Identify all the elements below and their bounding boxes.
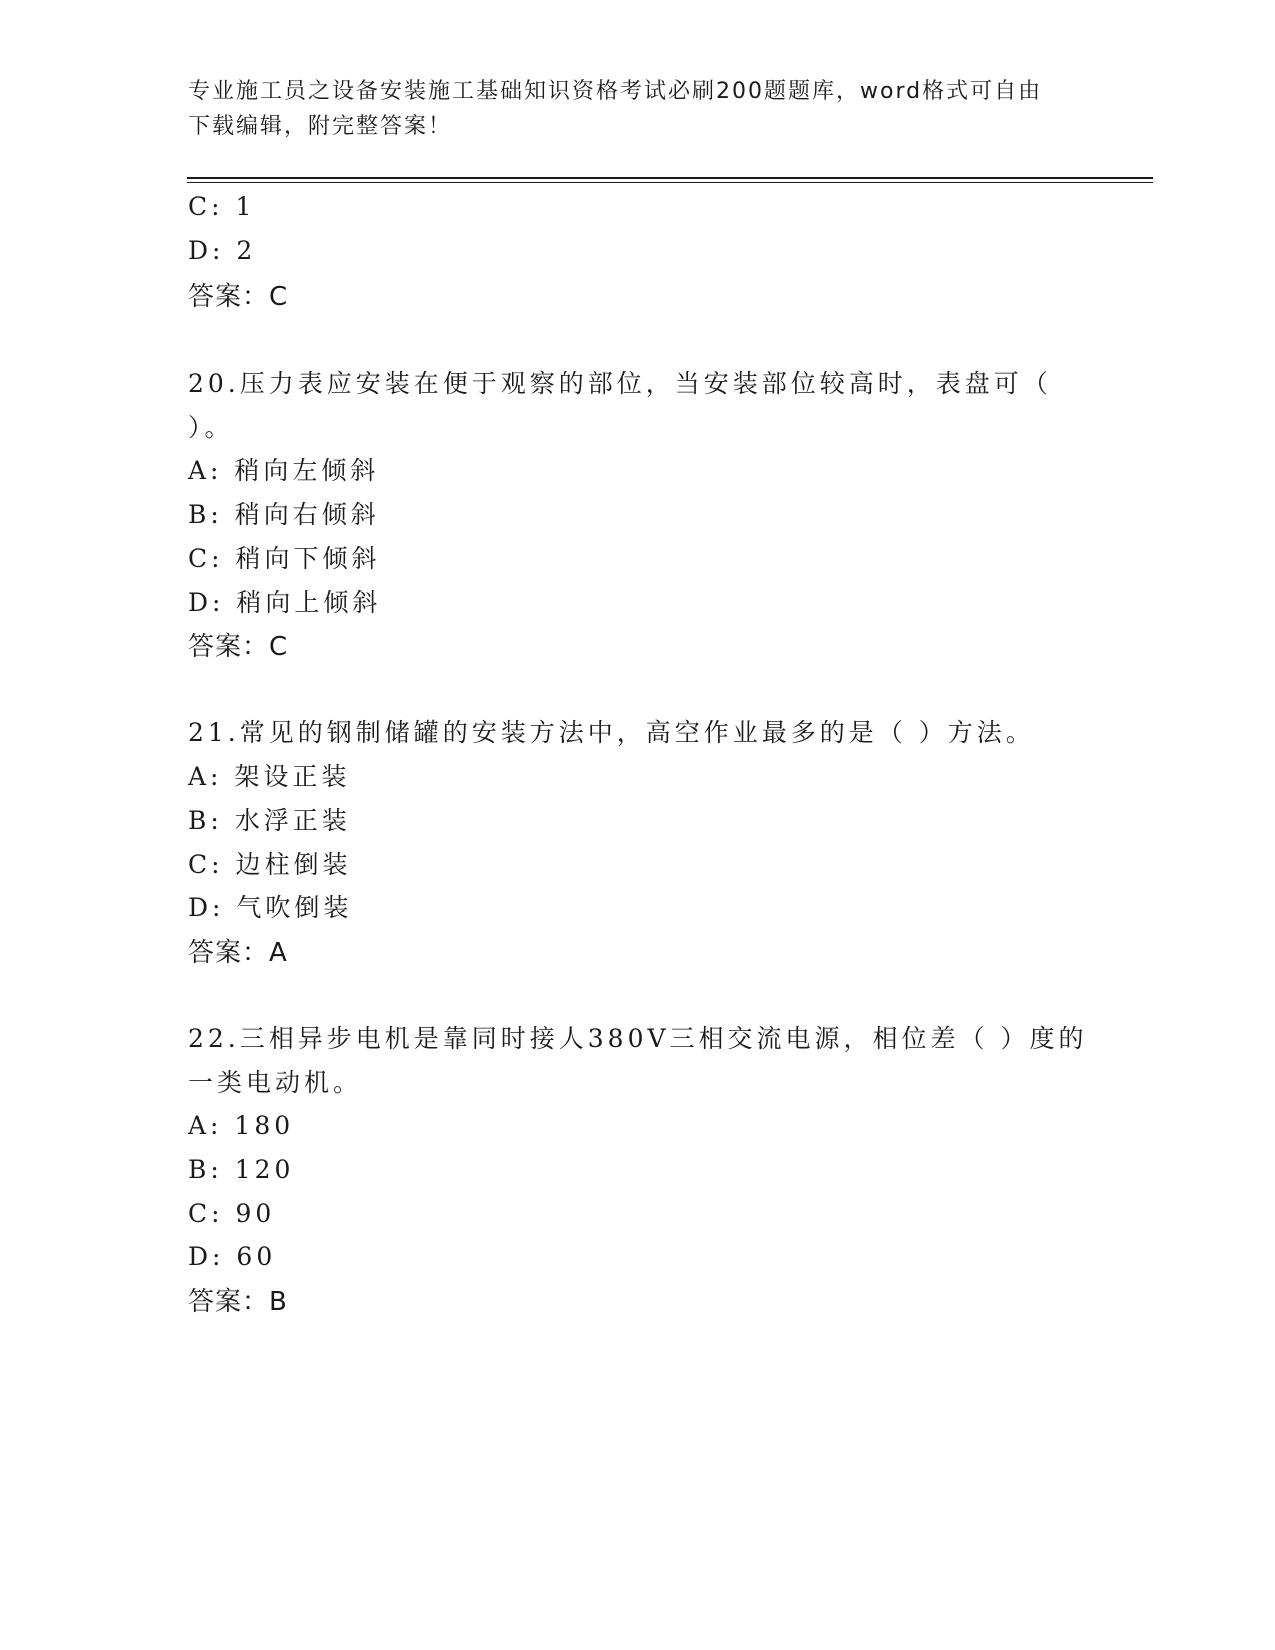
option-c: C: 边柱倒装 xyxy=(188,850,352,879)
question-stem: 22.三相异步电机是靠同时接人380V三相交流电源，相位差（ ）度的 xyxy=(188,1024,1088,1053)
option-d: D: 60 xyxy=(188,1242,277,1271)
option-b: B: 水浮正装 xyxy=(188,806,351,835)
answer: 答案：B xyxy=(188,1287,288,1317)
question-stem-continued: 一类电动机。 xyxy=(188,1068,363,1097)
option-a: A: 180 xyxy=(188,1111,295,1140)
option-a: A: 稍向左倾斜 xyxy=(188,456,380,485)
option-d: D: 稍向上倾斜 xyxy=(188,588,382,617)
question-stem: 20.压力表应安装在便于观察的部位，当安装部位较高时，表盘可（ xyxy=(188,369,1052,398)
option-c: C: 90 xyxy=(188,1199,276,1228)
header-line-2: 下载编辑，附完整答案！ xyxy=(188,114,453,139)
option-d: D: 气吹倒装 xyxy=(188,893,353,922)
document-header xyxy=(188,74,1088,144)
question-stem: 21.常见的钢制储罐的安装方法中，高空作业最多的是（ ）方法。 xyxy=(188,718,1035,747)
option-b: B: 120 xyxy=(188,1155,295,1184)
header-line-1: 专业施工员之设备安装施工基础知识资格考试必刷200题题库，word格式可自由 xyxy=(188,79,1043,104)
option-a: A: 架设正装 xyxy=(188,762,351,791)
option-c: C: 稍向下倾斜 xyxy=(188,544,381,573)
answer: 答案：C xyxy=(188,282,289,312)
question-stem-continued: ）。 xyxy=(188,413,234,442)
answer: 答案：A xyxy=(188,938,288,968)
option-b: B: 稍向右倾斜 xyxy=(188,500,380,529)
header-rule-thin xyxy=(187,182,1153,183)
option-c: C: 1 xyxy=(188,192,256,221)
option-d: D: 2 xyxy=(188,236,257,265)
answer: 答案：C xyxy=(188,632,289,662)
header-rule-thick xyxy=(187,177,1153,179)
